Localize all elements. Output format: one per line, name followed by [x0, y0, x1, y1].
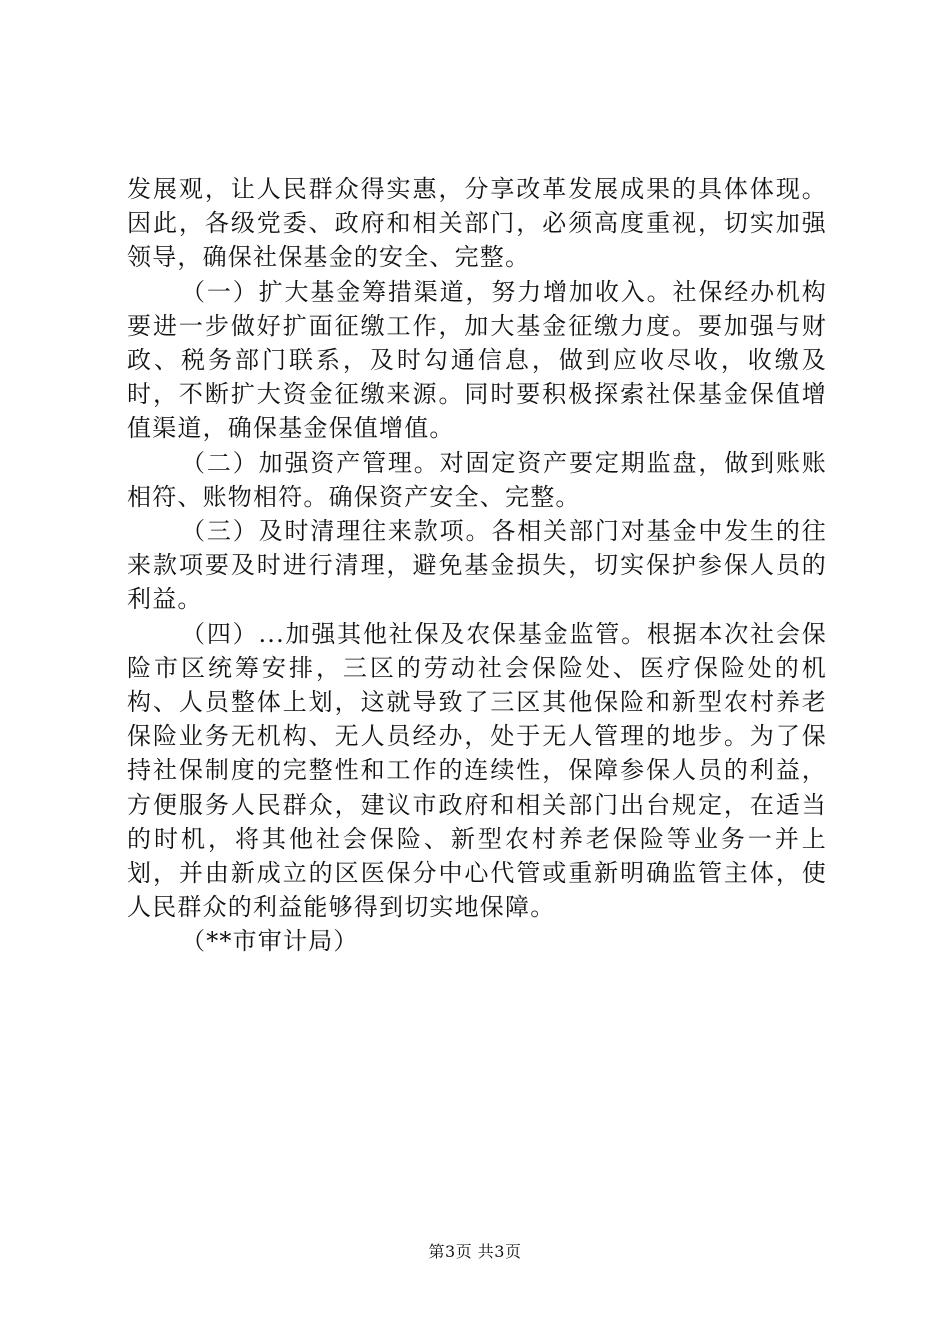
paragraph-item-2: （二）加强资产管理。对固定资产要定期监盘，做到账账相符、账物相符。确保资产安全、完整。: [127, 448, 827, 511]
page-number-footer: 第3页 共3页: [428, 1242, 522, 1261]
paragraph-item-4: （四）...加强其他社保及农保基金监管。根据本次社会保险市区统筹安排，三区的劳动社会保险处、医疗保险处的机构、人员整体上划，这就导致了三区其他保险和新型农村养老保险业务无机构、无人员经办，处于无人管理的地步。为了保持社保制度的完整性和工作的连续性，保障参保人员的利益，方便服务人民群众，建议市政府和相关部门出台规定，在适当的时机，将其他社会保险、新型农村养老保险等业务一并上划，并由新成立的区医保分中心代管或重新明确监管主体，使人民群众的利益能够得到切实地保障。: [127, 619, 827, 922]
document-body: [127, 172, 827, 959]
paragraph-item-1: （一）扩大基金筹措渠道，努力增加收入。社保经办机构要进一步做好扩面征缴工作，加大基金征缴力度。要加强与财政、税务部门联系，及时勾通信息，做到应收尽收，收缴及时，不断扩大资金征缴来源。同时要积极探索社保基金保值增值渠道，确保基金保值增值。: [127, 277, 827, 443]
paragraph-intro: 发展观，让人民群众得实惠，分享改革发展成果的具体体现。因此，各级党委、政府和相关部门，必须高度重视，切实加强领导，确保社保基金的安全、完整。: [127, 175, 827, 272]
paragraph-signature: （**市审计局）: [181, 927, 359, 956]
paragraph-item-3: （三）及时清理往来款项。各相关部门对基金中发生的往来款项要及时进行清理，避免基金损失，切实保护参保人员的利益。: [127, 517, 827, 614]
